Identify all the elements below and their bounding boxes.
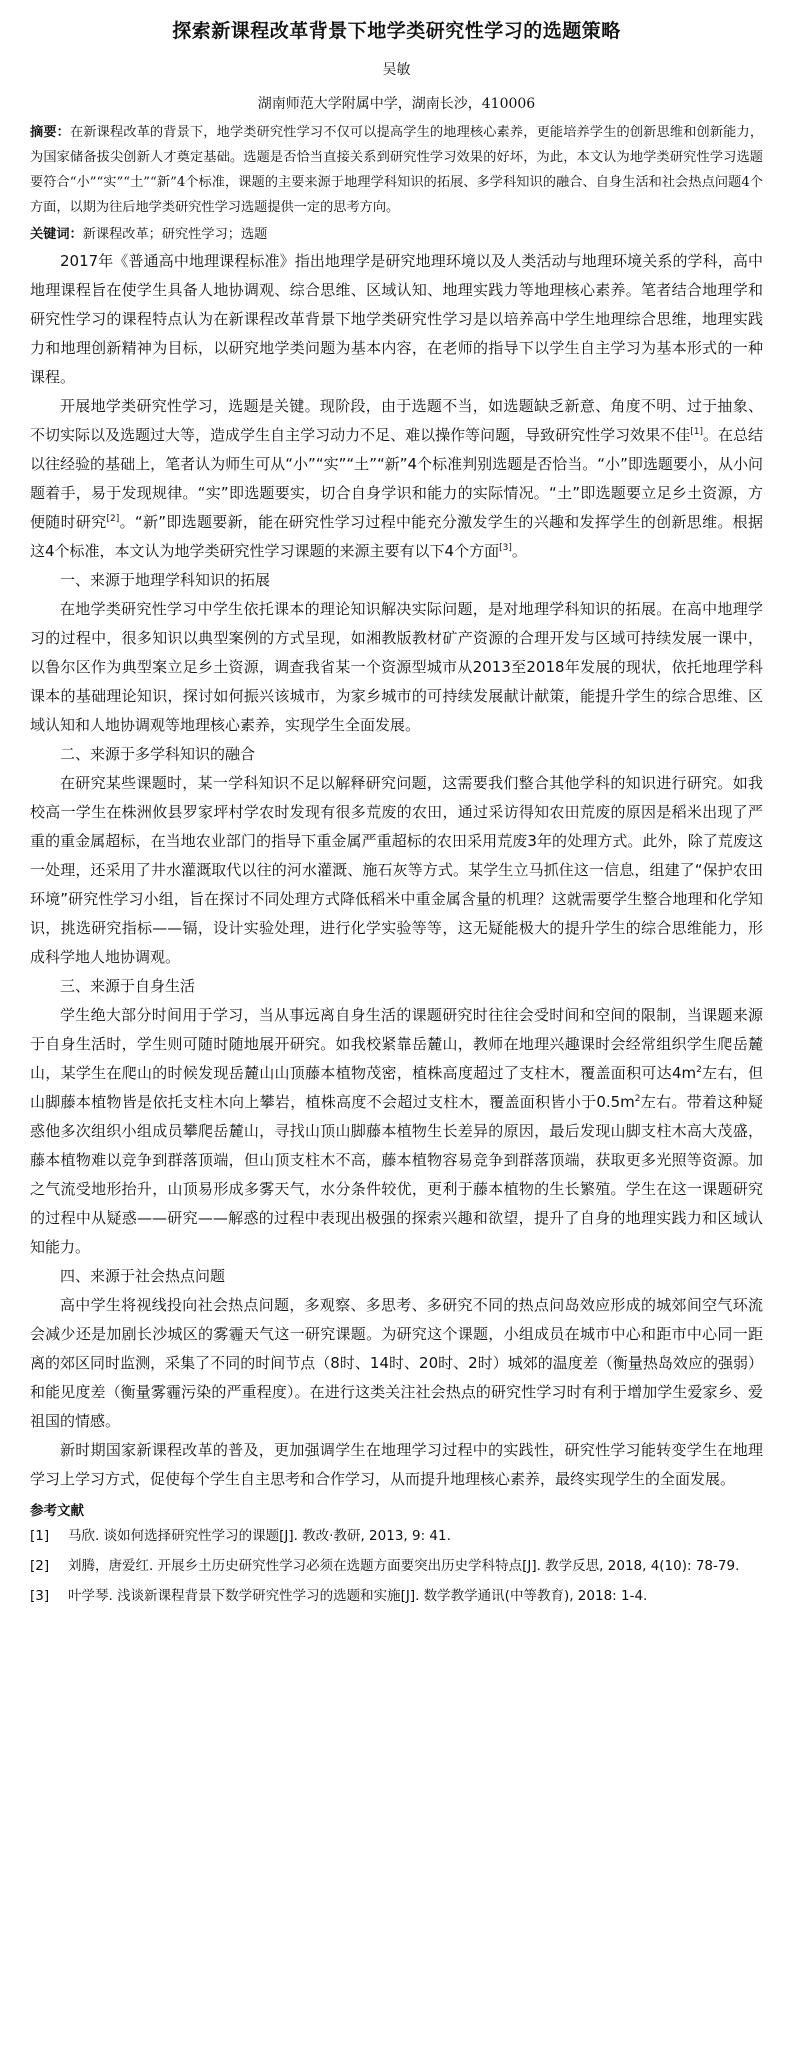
body-text: 左右，但山脚藤本植物皆是依托支柱木向上攀岩，植株高度不会超过支柱木，覆盖面积皆小于0.5m — [30, 1064, 763, 1111]
reference-item — [30, 1554, 763, 1578]
paper-title: 探索新课程改革背景下地学类研究性学习的选题策略 — [172, 20, 621, 42]
body-text: 。“新”即选题要新，能在研究性学习过程中能充分激发学生的兴趣和发挥学生的创新思维。根据这4个标准，本文认为地学类研究性学习课题的来源主要有以下4个方面 — [30, 513, 763, 560]
abstract — [30, 120, 763, 220]
body-paragraph-section-3 — [30, 1001, 763, 1262]
keywords-label: 关键词： — [30, 227, 83, 242]
body-paragraph-section-4: 高中学生将视线投向社会热点问题，多观察、多思考、多研究不同的热点问岛效应形成的城郊间空气环流会减少还是加剧长沙城区的雾霾天气这一研究课题。为研究这个课题，小组成员在城市中心和距市中心同一距离的郊区同时监测，采集了不同的时间节点（8时、14时、20时、2时）城郊的温度差（衡量热岛效应的强弱）和能见度差（衡量雾霾污染的严重程度）。在进行这类关注社会热点的研究性学习时有利于增加学生爱家乡、爱祖国的情感。 — [30, 1296, 763, 1430]
body-text: 开展地学类研究性学习，选题是关键。现阶段，由于选题不当，如选题缺乏新意、角度不明、过于抽象、不切实际以及选题过大等，造成学生自主学习动力不足、难以操作等问题，导致研究性学习效果不佳 — [30, 397, 763, 444]
references-heading: 参考文献 — [30, 1503, 84, 1519]
author-name: 吴敏 — [382, 62, 411, 78]
citation-ref-1[interactable]: [1] — [690, 427, 703, 437]
section-heading-3: 三、来源于自身生活 — [60, 977, 196, 995]
body-paragraph-criteria — [30, 392, 763, 566]
keywords — [30, 222, 763, 247]
body-text: 。 — [511, 542, 527, 560]
superscript: 2 — [696, 1065, 702, 1075]
section-heading-1: 一、来源于地理学科知识的拓展 — [60, 571, 271, 589]
body-text: 左右。带着这种疑惑他多次组织小组成员攀爬岳麓山，寻找山顶山脚藤本植物生长差异的原因，最后发现山脚支柱木高大茂盛，藤本植物难以竞争到群落顶端，但山顶支柱木不高，藤本植物容易竞争到群落顶端，获取更多光照等资源。加之气流受地形抬升，山顶易形成多雾天气，水分条件较优，更利于藤本植物的生长繁殖。学生在这一课题研究的过程中从疑惑——研究——解惑的过程中表现出极强的探索兴趣和欲望，提升了自身的地理实践力和区域认知能力。 — [30, 1093, 763, 1256]
reference-text: 马欣. 谈如何选择研究性学习的课题[J]. 教改·教研, 2013, 9: 41. — [68, 1528, 451, 1544]
reference-number: [3] — [30, 1588, 50, 1604]
citation-ref-2[interactable]: [2] — [106, 514, 120, 524]
abstract-label: 摘要： — [30, 125, 70, 140]
superscript: 2 — [634, 1094, 641, 1104]
body-paragraph-section-2: 在研究某些课题时，某一学科知识不足以解释研究问题，这需要我们整合其他学科的知识进行研究。如我校高一学生在株洲攸县罗家坪村学农时发现有很多荒废的农田，通过采访得知农田荒废的原因是稻米出现了严重的重金属超标，在当地农业部门的指导下重金属严重超标的农田采用荒废3年的处理方式。此外，除了荒废这一处理，还采用了井水灌溉取代以往的河水灌溉、施石灰等方式。某学生立马抓住这一信息，组建了“保护农田环境”研究性学习小组，旨在探讨不同处理方式降低稻米中重金属含量的机理？这就需要学生整合地理和化学知识，挑选研究指标——镉，设计实验处理，进行化学实验等等，这无疑能极大的提升学生的综合思维能力，形成科学地人地协调观。 — [30, 774, 763, 966]
keywords-text: 新课程改革；研究性学习；选题 — [82, 227, 268, 242]
body-paragraph-section-1: 在地学类研究性学习中学生依托课本的理论知识解决实际问题，是对地理学科知识的拓展。在高中地理学习的过程中，很多知识以典型案例的方式呈现，如湘教版教材矿产资源的合理开发与区域可持续发展一课中，以鲁尔区作为典型案立足乡土资源，调查我省某一个资源型城市从2013至2018年发展的现状，依托地理学科课本的基础理论知识，探讨如何振兴该城市，为家乡城市的可持续发展献计献策，能提升学生的综合思维、区域认知和人地协调观等地理核心素养，实现学生全面发展。 — [30, 600, 763, 734]
reference-list — [30, 1524, 763, 1608]
body-text: 学生绝大部分时间用于学习，当从事远离自身生活的课题研究时往往会受时间和空间的限制，当课题来源于自身生活时，学生则可随时随地展开研究。如我校紧靠岳麓山，教师在地理兴趣课时会经常组织学生爬岳麓山，某学生在爬山的时候发现岳麓山山顶藤本植物茂密，植株高度超过了支柱木，覆盖面积可达4m — [30, 1006, 763, 1082]
section-heading-2: 二、来源于多学科知识的融合 — [60, 745, 256, 763]
reference-item — [30, 1524, 763, 1548]
citation-ref-3[interactable]: [3] — [499, 543, 512, 553]
section-heading-4: 四、来源于社会热点问题 — [60, 1267, 226, 1285]
reference-number: [1] — [30, 1528, 50, 1544]
body-paragraph-conclusion: 新时期国家新课程改革的普及，更加强调学生在地理学习过程中的实践性，研究性学习能转变学生在地理学习上学习方式，促使每个学生自主思考和合作学习，从而提升地理核心素养，最终实现学生的全面发展。 — [30, 1441, 763, 1488]
author-affiliation: 湖南师范大学附属中学，湖南长沙，410006 — [257, 96, 536, 112]
reference-text: 刘腾，唐爱红. 开展乡土历史研究性学习必须在选题方面要突出历史学科特点[J]. 教学反思, 2018, 4(10): 78-79. — [68, 1558, 740, 1574]
paper-body — [30, 247, 763, 1494]
body-text: 。在总结以往经验的基础上，笔者认为师生可从“小”“实”“土”“新”4个标准判别选题是否恰当。“小”即选题要小，从小问题着手，易于发现规律。“实”即选题要实，切合自身学识和能力的实际情况。“土”即选题要立足乡土资源，方便随时研究 — [30, 426, 763, 531]
reference-number: [2] — [30, 1558, 50, 1574]
body-paragraph-intro: 2017年《普通高中地理课程标准》指出地理学是研究地理环境以及人类活动与地理环境关系的学科，高中地理课程旨在使学生具备人地协调观、综合思维、区域认知、地理实践力等地理核心素养。笔者结合地理学和研究性学习的课程特点认为在新课程改革背景下地学类研究性学习是以培养高中学生地理综合思维，地理实践力和地理创新精神为目标，以研究地学类问题为基本内容，在老师的指导下以学生自主学习为基本形式的一种课程。 — [30, 252, 763, 386]
reference-text: 叶学琴. 浅谈新课程背景下数学研究性学习的选题和实施[J]. 数学教学通讯(中等教育), 2018: 1-4. — [68, 1588, 648, 1604]
abstract-text: 在新课程改革的背景下，地学类研究性学习不仅可以提高学生的地理核心素养，更能培养学生的创新思维和创新能力，为国家储备拔尖创新人才奠定基础。选题是否恰当直接关系到研究性学习效果的好坏，为此，本文认为地学类研究性学习选题要符合“小”“实”“土”“新”4个标准，课题的主要来源于地理学科知识的拓展、多学科知识的融合、自身生活和社会热点问题4个方面，以期为往后地学类研究性学习选题提供一定的思考方向。 — [30, 125, 764, 215]
reference-item — [30, 1584, 763, 1608]
